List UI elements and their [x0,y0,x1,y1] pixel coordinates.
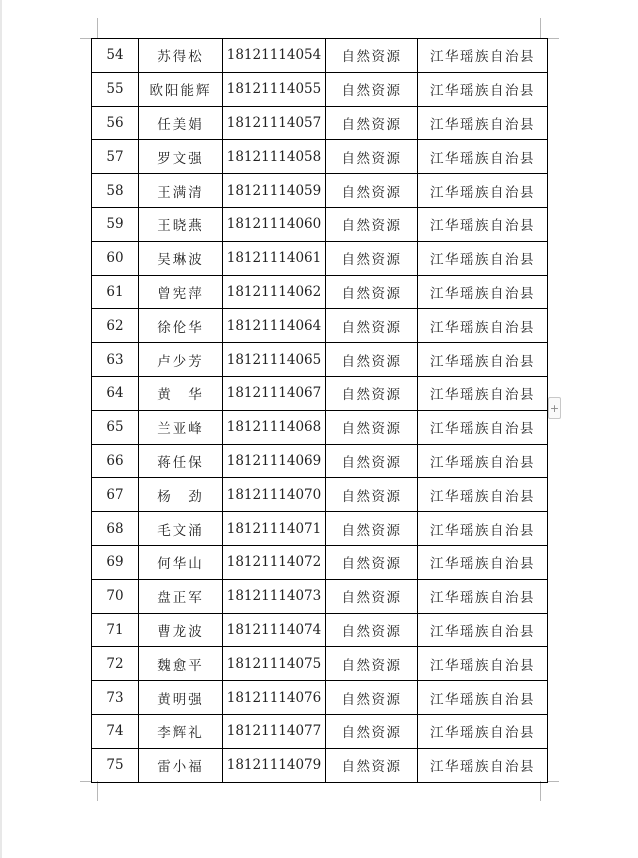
cell-exam-id[interactable]: 18121114055 [223,72,326,106]
cell-number[interactable]: 72 [92,647,139,681]
cell-name[interactable]: 吴琳波 [139,241,223,275]
cell-number[interactable]: 75 [92,748,139,782]
cell-major[interactable]: 自然资源 [326,478,418,512]
table-row [92,613,548,647]
cell-region[interactable]: 江华瑶族自治县 [418,613,548,647]
cell-name[interactable]: 苏得松 [139,39,223,73]
cell-number[interactable]: 73 [92,681,139,715]
cell-number[interactable]: 55 [92,72,139,106]
cell-major[interactable]: 自然资源 [326,714,418,748]
cell-exam-id[interactable]: 18121114062 [223,275,326,309]
cell-region[interactable]: 江华瑶族自治县 [418,478,548,512]
cell-major[interactable]: 自然资源 [326,39,418,73]
cell-number[interactable]: 60 [92,241,139,275]
crop-mark-bottom-right [540,781,541,801]
add-row-button[interactable] [548,397,561,419]
table-row [92,241,548,275]
cell-major[interactable]: 自然资源 [326,241,418,275]
table-row [92,545,548,579]
cell-major[interactable]: 自然资源 [326,545,418,579]
cell-name[interactable]: 徐伦华 [139,309,223,343]
cell-region[interactable]: 江华瑶族自治县 [418,174,548,208]
cell-exam-id[interactable]: 18121114065 [223,343,326,377]
table-row [92,72,548,106]
table-row [92,512,548,546]
cell-name[interactable]: 卢少芳 [139,343,223,377]
cell-exam-id[interactable]: 18121114060 [223,207,326,241]
cell-major[interactable]: 自然资源 [326,309,418,343]
cell-region[interactable]: 江华瑶族自治县 [418,140,548,174]
crop-mark-bottom-left [97,781,98,801]
cell-region[interactable]: 江华瑶族自治县 [418,343,548,377]
cell-major[interactable]: 自然资源 [326,579,418,613]
cell-name[interactable]: 王满清 [139,174,223,208]
cell-region[interactable]: 江华瑶族自治县 [418,275,548,309]
cell-major[interactable]: 自然资源 [326,72,418,106]
cell-number[interactable]: 71 [92,613,139,647]
table-row [92,106,548,140]
cell-number[interactable]: 67 [92,478,139,512]
cell-exam-id[interactable]: 18121114059 [223,174,326,208]
cell-name[interactable]: 雷小福 [139,748,223,782]
table-row [92,647,548,681]
table-row [92,748,548,782]
cell-name[interactable]: 何华山 [139,545,223,579]
cell-name[interactable]: 黄 华 [139,376,223,410]
cell-major[interactable]: 自然资源 [326,140,418,174]
cell-number[interactable]: 70 [92,579,139,613]
cell-major[interactable]: 自然资源 [326,681,418,715]
table-row [92,309,548,343]
cell-name[interactable]: 王晓燕 [139,207,223,241]
table-row [92,579,548,613]
roster-table [91,38,548,783]
cell-region[interactable]: 江华瑶族自治县 [418,579,548,613]
cell-name[interactable]: 盘正军 [139,579,223,613]
cell-number[interactable]: 56 [92,106,139,140]
table-row [92,714,548,748]
cell-number[interactable]: 69 [92,545,139,579]
table-row [92,174,548,208]
cell-region[interactable]: 江华瑶族自治县 [418,309,548,343]
crop-mark-top-right [547,38,559,39]
cell-number[interactable]: 64 [92,376,139,410]
cell-exam-id[interactable]: 18121114077 [223,714,326,748]
cell-exam-id[interactable]: 18121114072 [223,545,326,579]
cell-region[interactable]: 江华瑶族自治县 [418,714,548,748]
cell-region[interactable]: 江华瑶族自治县 [418,444,548,478]
cell-exam-id[interactable]: 18121114075 [223,647,326,681]
cell-major[interactable]: 自然资源 [326,647,418,681]
cell-region[interactable]: 江华瑶族自治县 [418,241,548,275]
cell-exam-id[interactable]: 18121114073 [223,579,326,613]
cell-region[interactable]: 江华瑶族自治县 [418,647,548,681]
cell-name[interactable]: 兰亚峰 [139,410,223,444]
cell-major[interactable]: 自然资源 [326,444,418,478]
cell-major[interactable]: 自然资源 [326,275,418,309]
cell-number[interactable]: 58 [92,174,139,208]
cell-exam-id[interactable]: 18121114061 [223,241,326,275]
cell-exam-id[interactable]: 18121114076 [223,681,326,715]
cell-exam-id[interactable]: 18121114071 [223,512,326,546]
cell-name[interactable]: 蒋任保 [139,444,223,478]
cell-number[interactable]: 57 [92,140,139,174]
cell-name[interactable]: 欧阳能辉 [139,72,223,106]
cell-region[interactable]: 江华瑶族自治县 [418,681,548,715]
cell-name[interactable]: 罗文强 [139,140,223,174]
cell-exam-id[interactable]: 18121114079 [223,748,326,782]
cell-name[interactable]: 任美娟 [139,106,223,140]
cell-exam-id[interactable]: 18121114070 [223,478,326,512]
cell-region[interactable]: 江华瑶族自治县 [418,748,548,782]
cell-number[interactable]: 59 [92,207,139,241]
cell-number[interactable]: 54 [92,39,139,73]
cell-exam-id[interactable]: 18121114064 [223,309,326,343]
table-row [92,478,548,512]
table-row [92,444,548,478]
cell-major[interactable]: 自然资源 [326,748,418,782]
cell-exam-id[interactable]: 18121114068 [223,410,326,444]
cell-name[interactable]: 曹龙波 [139,613,223,647]
cell-major[interactable]: 自然资源 [326,106,418,140]
cell-name[interactable]: 曾宪萍 [139,275,223,309]
cell-major[interactable]: 自然资源 [326,207,418,241]
cell-exam-id[interactable]: 18121114057 [223,106,326,140]
table-row [92,39,548,73]
plus-icon: + [549,402,560,415]
cell-exam-id[interactable]: 18121114069 [223,444,326,478]
cell-exam-id[interactable]: 18121114074 [223,613,326,647]
cell-number[interactable]: 61 [92,275,139,309]
cell-number[interactable]: 65 [92,410,139,444]
cell-number[interactable]: 63 [92,343,139,377]
cell-number[interactable]: 66 [92,444,139,478]
cell-number[interactable]: 68 [92,512,139,546]
table-row [92,681,548,715]
cell-exam-id[interactable]: 18121114067 [223,376,326,410]
cell-region[interactable]: 江华瑶族自治县 [418,545,548,579]
cell-name[interactable]: 魏愈平 [139,647,223,681]
cell-name[interactable]: 毛文涌 [139,512,223,546]
table-row [92,410,548,444]
cell-region[interactable]: 江华瑶族自治县 [418,512,548,546]
table-row [92,376,548,410]
cell-name[interactable]: 黄明强 [139,681,223,715]
table-row [92,343,548,377]
cell-region[interactable]: 江华瑶族自治县 [418,106,548,140]
cell-major[interactable]: 自然资源 [326,376,418,410]
roster-table-body [92,39,548,783]
crop-mark-top-left [97,18,98,38]
table-row [92,275,548,309]
cell-region[interactable]: 江华瑶族自治县 [418,410,548,444]
cell-major[interactable]: 自然资源 [326,512,418,546]
cell-region[interactable]: 江华瑶族自治县 [418,376,548,410]
cell-region[interactable]: 江华瑶族自治县 [418,207,548,241]
cell-exam-id[interactable]: 18121114054 [223,39,326,73]
cell-number[interactable]: 62 [92,309,139,343]
cell-region[interactable]: 江华瑶族自治县 [418,72,548,106]
page-left-edge [0,0,2,858]
table-row [92,140,548,174]
cell-major[interactable]: 自然资源 [326,174,418,208]
table-row [92,207,548,241]
cell-major[interactable]: 自然资源 [326,410,418,444]
cell-exam-id[interactable]: 18121114058 [223,140,326,174]
cell-name[interactable]: 杨 劲 [139,478,223,512]
cell-major[interactable]: 自然资源 [326,343,418,377]
cell-region[interactable]: 江华瑶族自治县 [418,39,548,73]
cell-major[interactable]: 自然资源 [326,613,418,647]
crop-mark-bottom-right [547,781,559,782]
crop-mark-top-right [540,18,541,38]
cell-name[interactable]: 李辉礼 [139,714,223,748]
cell-number[interactable]: 74 [92,714,139,748]
